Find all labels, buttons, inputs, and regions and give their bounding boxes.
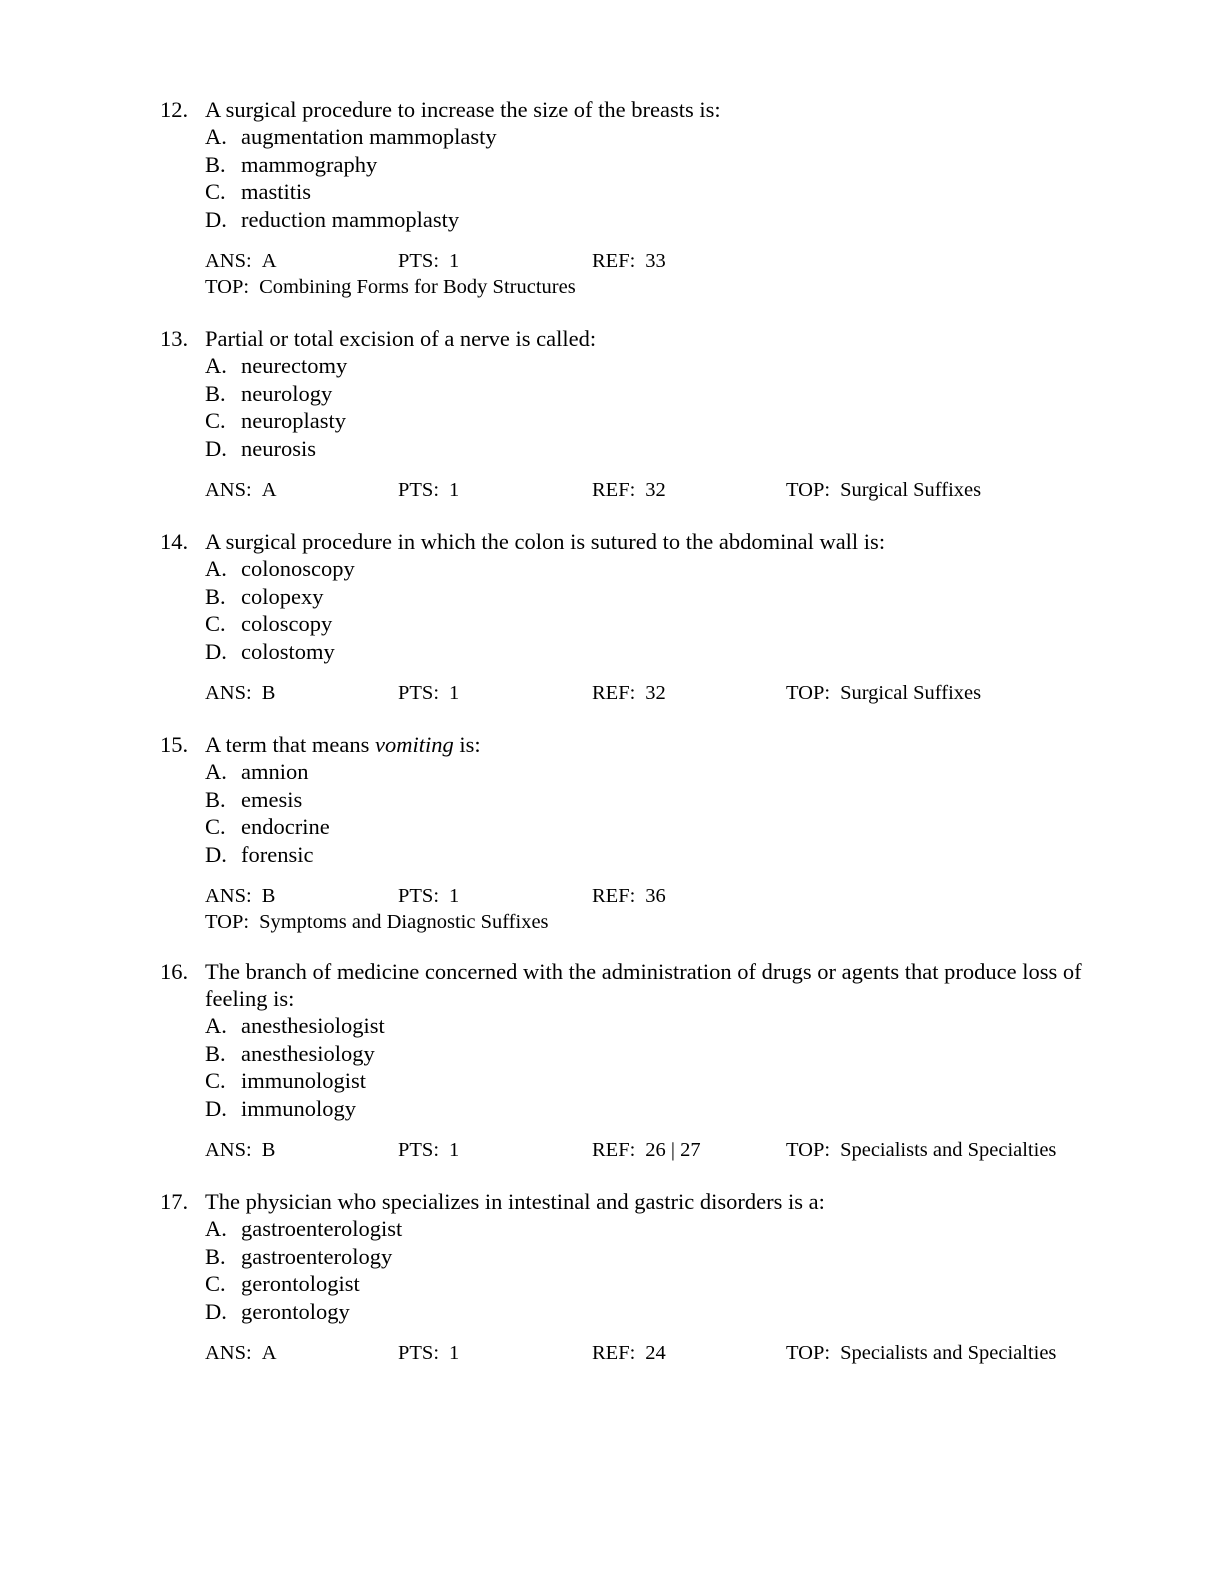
topic-field <box>205 909 549 935</box>
option-text: colopexy <box>241 583 324 609</box>
answer-field <box>205 680 275 706</box>
question-16 <box>160 958 1120 1163</box>
option-text: coloscopy <box>241 611 333 637</box>
question-14 <box>160 528 1120 706</box>
pts-value: 1 <box>449 884 460 907</box>
ans-label: ANS: <box>205 884 252 907</box>
ref-label: REF: <box>592 1341 636 1364</box>
option-a <box>205 123 1120 151</box>
option-letter: C. <box>205 179 226 205</box>
ref-value: 36 <box>645 884 666 907</box>
answer-field <box>205 248 277 274</box>
pts-label: PTS: <box>398 249 440 272</box>
option-letter: D. <box>205 436 227 462</box>
topic-field <box>205 274 576 300</box>
ref-label: REF: <box>592 249 636 272</box>
stem-italic-term: vomiting <box>374 732 454 757</box>
option-letter: D. <box>205 1299 227 1325</box>
pts-value: 1 <box>449 249 460 272</box>
option-letter: B. <box>205 1040 226 1066</box>
top-label: TOP: <box>786 1138 831 1161</box>
option-a <box>205 758 1120 786</box>
question-stem: The physician who specializes in intestinal and gastric disorders is a: <box>205 1189 825 1214</box>
answer-field <box>205 1340 277 1366</box>
top-value: Symptoms and Diagnostic Suffixes <box>259 910 549 933</box>
ans-label: ANS: <box>205 249 252 272</box>
question-stem: The branch of medicine concerned with the administration of drugs or agents that produce loss of feeling is: <box>205 959 1082 1011</box>
stem-text: A term that means <box>205 732 375 757</box>
ans-value: A <box>261 478 277 501</box>
option-text: gastroenterologist <box>241 1216 403 1241</box>
option-letter: B. <box>205 583 226 609</box>
ref-value: 24 <box>645 1341 666 1364</box>
option-text: neurectomy <box>241 353 348 378</box>
option-letter: C. <box>205 408 226 434</box>
option-d <box>205 206 1120 234</box>
topic-field <box>786 680 981 706</box>
option-text: neurology <box>241 380 333 406</box>
option-c <box>205 407 1120 435</box>
question-number: 14. <box>160 529 189 554</box>
question-12 <box>160 96 1120 300</box>
option-text: forensic <box>241 842 314 868</box>
points-field <box>398 680 459 706</box>
top-label: TOP: <box>786 1341 831 1364</box>
reference-field <box>592 477 666 503</box>
option-d <box>205 638 1120 666</box>
topic-field <box>786 1340 1056 1366</box>
option-b <box>205 786 1120 814</box>
option-letter: A. <box>205 556 227 581</box>
option-c <box>205 1270 1120 1298</box>
option-text: colostomy <box>241 639 335 665</box>
question-stem: A surgical procedure in which the colon is sutured to the abdominal wall is: <box>205 529 886 554</box>
answer-field <box>205 477 277 503</box>
ans-label: ANS: <box>205 478 252 501</box>
answer-meta <box>205 680 1120 706</box>
answer-meta <box>205 883 1120 935</box>
option-a <box>205 352 1120 380</box>
question-13 <box>160 325 1120 503</box>
option-text: immunologist <box>241 1068 367 1094</box>
option-text: amnion <box>241 759 309 784</box>
option-letter: C. <box>205 1068 226 1094</box>
option-text: colonoscopy <box>241 556 355 581</box>
option-c <box>205 813 1120 841</box>
points-field <box>398 1137 459 1163</box>
reference-field <box>592 883 666 909</box>
ref-value: 32 <box>645 681 666 704</box>
option-letter: A. <box>205 1216 227 1241</box>
top-value: Specialists and Specialties <box>840 1341 1057 1364</box>
option-letter: D. <box>205 207 227 233</box>
topic-field <box>786 477 981 503</box>
pts-label: PTS: <box>398 478 440 501</box>
ans-value: B <box>261 1138 276 1161</box>
option-letter: C. <box>205 1271 226 1297</box>
question-stem: Partial or total excision of a nerve is called: <box>205 326 597 351</box>
option-text: anesthesiologist <box>241 1013 385 1038</box>
option-text: reduction mammoplasty <box>241 207 460 233</box>
ref-value: 32 <box>645 478 666 501</box>
option-text: gerontology <box>241 1299 350 1325</box>
question-number: 13. <box>160 326 189 351</box>
points-field <box>398 477 459 503</box>
option-b <box>205 151 1120 179</box>
question-stem <box>205 731 1120 758</box>
pts-value: 1 <box>449 478 460 501</box>
option-text: immunology <box>241 1096 357 1122</box>
question-number: 17. <box>160 1189 189 1214</box>
option-text: emesis <box>241 786 303 812</box>
reference-field <box>592 1340 666 1366</box>
answer-meta <box>205 1340 1120 1366</box>
option-b <box>205 1040 1120 1068</box>
reference-field <box>592 248 666 274</box>
option-c <box>205 178 1120 206</box>
option-letter: B. <box>205 786 226 812</box>
points-field <box>398 248 459 274</box>
option-letter: D. <box>205 639 227 665</box>
top-value: Specialists and Specialties <box>840 1138 1057 1161</box>
option-text: gastroenterology <box>241 1243 393 1269</box>
points-field <box>398 883 459 909</box>
ref-label: REF: <box>592 1138 636 1161</box>
ans-label: ANS: <box>205 1138 252 1161</box>
ans-label: ANS: <box>205 681 252 704</box>
question-number: 15. <box>160 732 189 757</box>
question-stem: A surgical procedure to increase the size of the breasts is: <box>205 97 721 122</box>
top-value: Surgical Suffixes <box>840 478 982 501</box>
ans-value: A <box>261 249 277 272</box>
pts-label: PTS: <box>398 1138 440 1161</box>
top-value: Surgical Suffixes <box>840 681 982 704</box>
top-label: TOP: <box>786 681 831 704</box>
option-d <box>205 435 1120 463</box>
top-label: TOP: <box>786 478 831 501</box>
option-text: endocrine <box>241 814 330 840</box>
ref-label: REF: <box>592 478 636 501</box>
option-a <box>205 1215 1120 1243</box>
option-letter: A. <box>205 1013 227 1038</box>
pts-label: PTS: <box>398 681 440 704</box>
option-c <box>205 610 1120 638</box>
reference-field <box>592 680 666 706</box>
ans-value: A <box>261 1341 277 1364</box>
ans-value: B <box>261 681 276 704</box>
question-number: 12. <box>160 97 189 122</box>
reference-field <box>592 1137 701 1163</box>
option-letter: B. <box>205 151 226 177</box>
ref-label: REF: <box>592 884 636 907</box>
option-letter: B. <box>205 1243 226 1269</box>
ref-value: 33 <box>645 249 666 272</box>
option-text: neurosis <box>241 436 316 462</box>
pts-value: 1 <box>449 681 460 704</box>
option-a <box>205 1012 1120 1040</box>
option-letter: D. <box>205 1096 227 1122</box>
answer-field <box>205 1137 275 1163</box>
option-d <box>205 841 1120 869</box>
ans-value: B <box>261 884 276 907</box>
option-a <box>205 555 1120 583</box>
points-field <box>398 1340 459 1366</box>
option-b <box>205 583 1120 611</box>
option-c <box>205 1067 1120 1095</box>
question-number: 16. <box>160 959 189 984</box>
option-d <box>205 1298 1120 1326</box>
option-letter: A. <box>205 759 227 784</box>
pts-label: PTS: <box>398 1341 440 1364</box>
option-letter: D. <box>205 842 227 868</box>
option-letter: A. <box>205 353 227 378</box>
top-label: TOP: <box>205 910 250 933</box>
topic-field <box>786 1137 1056 1163</box>
option-text: mammography <box>241 151 378 177</box>
option-text: anesthesiology <box>241 1040 375 1066</box>
option-b <box>205 380 1120 408</box>
top-label: TOP: <box>205 275 250 298</box>
question-17 <box>160 1188 1120 1366</box>
answer-meta <box>205 477 1120 503</box>
pts-label: PTS: <box>398 884 440 907</box>
option-letter: C. <box>205 611 226 637</box>
option-d <box>205 1095 1120 1123</box>
option-text: neuroplasty <box>241 408 346 434</box>
top-value: Combining Forms for Body Structures <box>259 275 576 298</box>
option-text: mastitis <box>241 179 312 205</box>
answer-meta <box>205 1137 1120 1163</box>
pts-value: 1 <box>449 1341 460 1364</box>
option-b <box>205 1243 1120 1271</box>
question-15 <box>160 731 1120 935</box>
option-text: gerontologist <box>241 1271 360 1297</box>
answer-meta <box>205 248 1120 300</box>
stem-text: is: <box>453 732 481 757</box>
option-text: augmentation mammoplasty <box>241 124 497 149</box>
ref-value: 26 | 27 <box>645 1138 701 1161</box>
option-letter: B. <box>205 380 226 406</box>
answer-field <box>205 883 275 909</box>
option-letter: A. <box>205 124 227 149</box>
option-letter: C. <box>205 814 226 840</box>
pts-value: 1 <box>449 1138 460 1161</box>
ans-label: ANS: <box>205 1341 252 1364</box>
ref-label: REF: <box>592 681 636 704</box>
